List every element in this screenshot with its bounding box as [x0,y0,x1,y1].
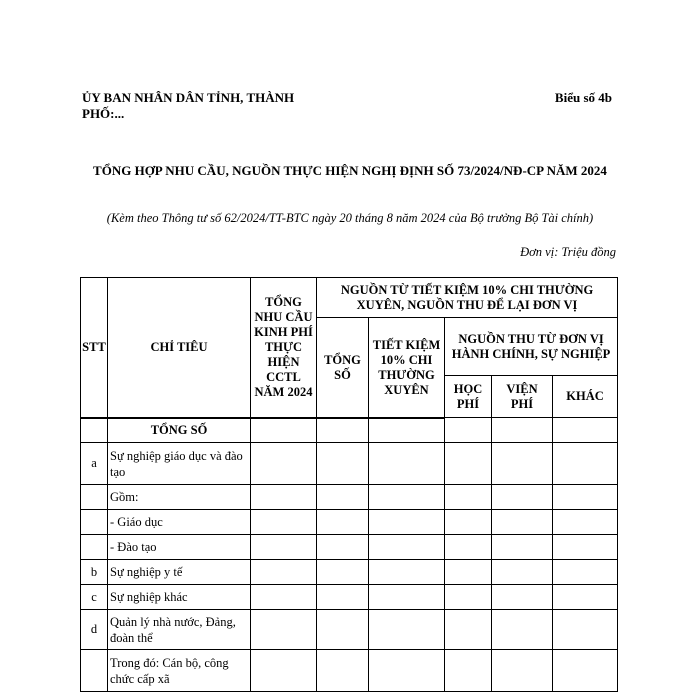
row-label: Quản lý nhà nước, Đảng, đoàn thể [108,610,251,650]
summary-table-body [80,417,618,692]
table-row [81,485,618,510]
row-stt [81,418,108,443]
summary-table [80,277,618,419]
table-row [81,510,618,535]
row-label: Gồm: [108,485,251,510]
row-stt: c [81,585,108,610]
row-value-cell [317,560,369,585]
row-value-cell [369,535,445,560]
document-title: TỔNG HỢP NHU CẦU, NGUỒN THỰC HIỆN NGHỊ ĐỊNH SỐ 73/2024/NĐ-CP NĂM 2024 [93,163,607,178]
row-value-cell [445,418,492,443]
row-stt [81,535,108,560]
row-value-cell [445,585,492,610]
header-tong-so: TỔNG SỐ [317,318,369,419]
row-value-cell [445,443,492,485]
row-value-cell [369,510,445,535]
header-stt: STT [81,278,108,419]
header-hoc-phi: HỌC PHÍ [445,376,492,418]
row-value-cell [553,560,618,585]
row-label: Sự nghiệp y tế [108,560,251,585]
row-value-cell [492,560,553,585]
row-value-cell [492,418,553,443]
row-stt: a [81,443,108,485]
row-value-cell [317,610,369,650]
row-value-cell [317,650,369,692]
row-value-cell [317,418,369,443]
row-value-cell [251,443,317,485]
row-value-cell [317,485,369,510]
header-chi-tieu: CHỈ TIÊU [108,278,251,419]
row-value-cell [251,418,317,443]
table-row [81,443,618,485]
row-value-cell [317,535,369,560]
row-value-cell [445,560,492,585]
header-vien-phi: VIỆN PHÍ [492,376,553,418]
header-nguon-group: NGUỒN TỪ TIẾT KIỆM 10% CHI THƯỜNG XUYÊN, NGUỒN THU ĐỂ LẠI ĐƠN VỊ [317,278,618,318]
row-value-cell [553,585,618,610]
table-row [81,610,618,650]
row-value-cell [369,650,445,692]
row-value-cell [553,650,618,692]
row-value-cell [445,510,492,535]
row-value-cell [251,510,317,535]
row-label: - Đào tạo [108,535,251,560]
row-value-cell [251,535,317,560]
row-label: Trong đó: Cán bộ, công chức cấp xã [108,650,251,692]
row-value-cell [369,418,445,443]
row-value-cell [492,650,553,692]
row-value-cell [251,610,317,650]
unit-label: Đơn vị: Triệu đồng [520,245,616,259]
table-row [81,535,618,560]
row-value-cell [369,485,445,510]
table-row [81,560,618,585]
organization-name: ỦY BAN NHÂN DÂN TỈNH, THÀNH PHỐ:... [82,90,295,121]
document-subtitle: (Kèm theo Thông tư số 62/2024/TT-BTC ngày 20 tháng 8 năm 2024 của Bộ trưởng Bộ Tài chính) [106,211,594,225]
row-value-cell [317,585,369,610]
row-label: Sự nghiệp giáo dục và đào tạo [108,443,251,485]
row-value-cell [553,610,618,650]
row-value-cell [445,485,492,510]
row-stt [81,485,108,510]
row-value-cell [317,510,369,535]
table-row [81,585,618,610]
row-value-cell [369,443,445,485]
row-value-cell [553,510,618,535]
row-value-cell [445,535,492,560]
form-number: Biểu số 4b [554,90,612,105]
table-row [81,650,618,692]
row-label: TỔNG SỐ [108,418,251,443]
row-stt: b [81,560,108,585]
row-stt [81,510,108,535]
header-nguon-thu-group: NGUỒN THU TỪ ĐƠN VỊ HÀNH CHÍNH, SỰ NGHIỆP [445,318,618,376]
row-value-cell [251,560,317,585]
row-value-cell [251,485,317,510]
table-row [81,418,618,443]
row-stt [81,650,108,692]
row-value-cell [251,650,317,692]
row-value-cell [492,485,553,510]
row-label: Sự nghiệp khác [108,585,251,610]
row-value-cell [369,610,445,650]
row-value-cell [553,485,618,510]
row-value-cell [553,418,618,443]
row-stt: d [81,610,108,650]
header-tiet-kiem: TIẾT KIỆM 10% CHI THƯỜNG XUYÊN [369,318,445,419]
row-value-cell [492,510,553,535]
header-khac: KHÁC [553,376,618,418]
row-label: - Giáo dục [108,510,251,535]
row-value-cell [251,585,317,610]
row-value-cell [369,585,445,610]
row-value-cell [492,585,553,610]
row-value-cell [369,560,445,585]
row-value-cell [492,610,553,650]
row-value-cell [317,443,369,485]
row-value-cell [553,443,618,485]
row-value-cell [492,443,553,485]
row-value-cell [553,535,618,560]
row-value-cell [492,535,553,560]
row-value-cell [445,650,492,692]
row-value-cell [445,610,492,650]
header-tong-nhu-cau: TỔNG NHU CẦU KINH PHÍ THỰC HIỆN CCTL NĂM 2024 [251,278,317,419]
